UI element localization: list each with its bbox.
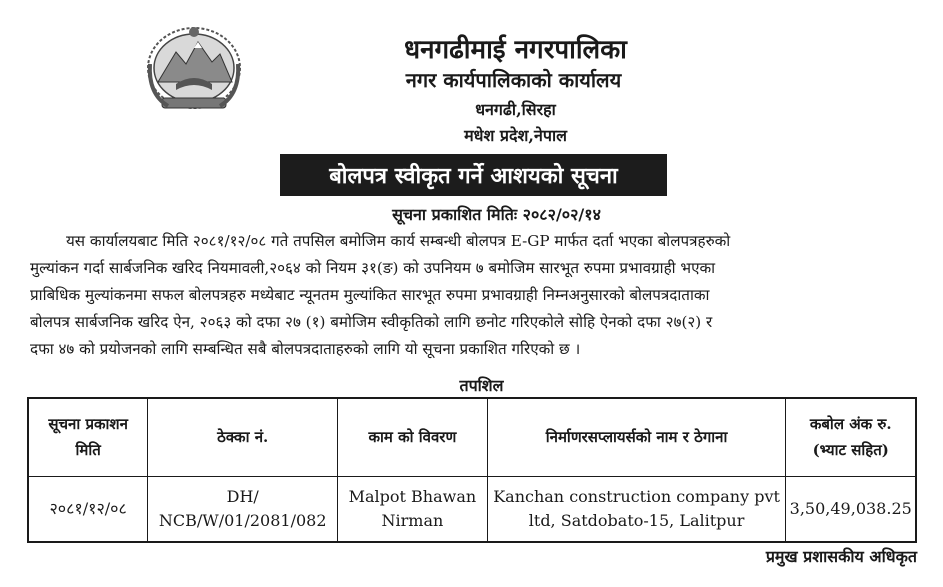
cell-date: २०८१/१२/०८ bbox=[28, 476, 148, 542]
table-caption: तपशिल bbox=[459, 376, 504, 395]
table-header-row bbox=[28, 398, 916, 476]
notice-body-line: प्राबिधिक मुल्यांकनमा सफल बोलपत्रहरु मध्येबाट न्यूनतम मुल्यांकित सारभूत रुपमा प्रभावग्राही निम्नअनुसारको बोलपत्रदाताका bbox=[30, 286, 710, 304]
notice-title-banner bbox=[280, 154, 667, 196]
header-date: सूचना प्रकाशन मिति bbox=[28, 398, 148, 476]
table-row bbox=[28, 476, 916, 542]
office-name: नगर कार्यपालिकाको कार्यालय bbox=[405, 68, 622, 92]
header-supplier: निर्माणरसप्लायर्सको नाम र ठेगाना bbox=[487, 398, 786, 476]
office-location: धनगढी,सिरहा bbox=[475, 100, 556, 119]
cell-supplier: Kanchan construction company pvt ltd, Satdobato-15, Lalitpur bbox=[487, 476, 786, 542]
header-work: काम को विवरण bbox=[338, 398, 488, 476]
cell-work: Malpot Bhawan Nirman bbox=[338, 476, 488, 542]
office-province: मधेश प्रदेश,नेपाल bbox=[464, 126, 567, 145]
header-amount: कबोल अंक रु. (भ्याट सहित) bbox=[786, 398, 916, 476]
notice-body-line: मुल्यांकन गर्दा सार्बजनिक खरिद नियमावली,२०६४ को नियम ३१(ङ) को उपनियम ७ बमोजिम सारभूत रुपमा प्रभावग्राही भएका bbox=[30, 259, 716, 277]
notice-body bbox=[30, 228, 920, 363]
cell-contract-no: DH/ NCB/W/01/2081/082 bbox=[148, 476, 338, 542]
notice-title: बोलपत्र स्वीकृत गर्ने आशयको सूचना bbox=[329, 163, 618, 189]
tender-table bbox=[27, 397, 917, 543]
signature-title: प्रमुख प्रशासकीय अधिकृत bbox=[765, 547, 917, 566]
notice-published-date: सूचना प्रकाशित मितिः २०८२/०२/१४ bbox=[392, 205, 601, 224]
municipality-name: धनगढीमाई नगरपालिका bbox=[404, 35, 627, 65]
notice-body-line: दफा ४७ को प्रयोजनको लागि सम्बन्धित सबै बोलपत्रदाताहरुको लागि यो सूचना प्रकाशित गरिएको छ । bbox=[30, 340, 581, 358]
header-contract-no: ठेक्का नं. bbox=[148, 398, 338, 476]
notice-body-line: यस कार्यालयबाट मिति २०८१/१२/०८ गते तपसिल बमोजिम कार्य सम्बन्धी बोलपत्र E-GP मार्फत दर्ता भएका बोलपत्रहरुको bbox=[66, 232, 731, 250]
cell-amount: 3,50,49,038.25 bbox=[786, 476, 916, 542]
notice-body-line: बोलपत्र सार्बजनिक खरिद ऐन, २०६३ को दफा २७ (१) बमोजिम स्वीकृतिको लागि छनोट गरिएकोले सोहि ऐनको दफा २७(२) र bbox=[30, 313, 713, 331]
